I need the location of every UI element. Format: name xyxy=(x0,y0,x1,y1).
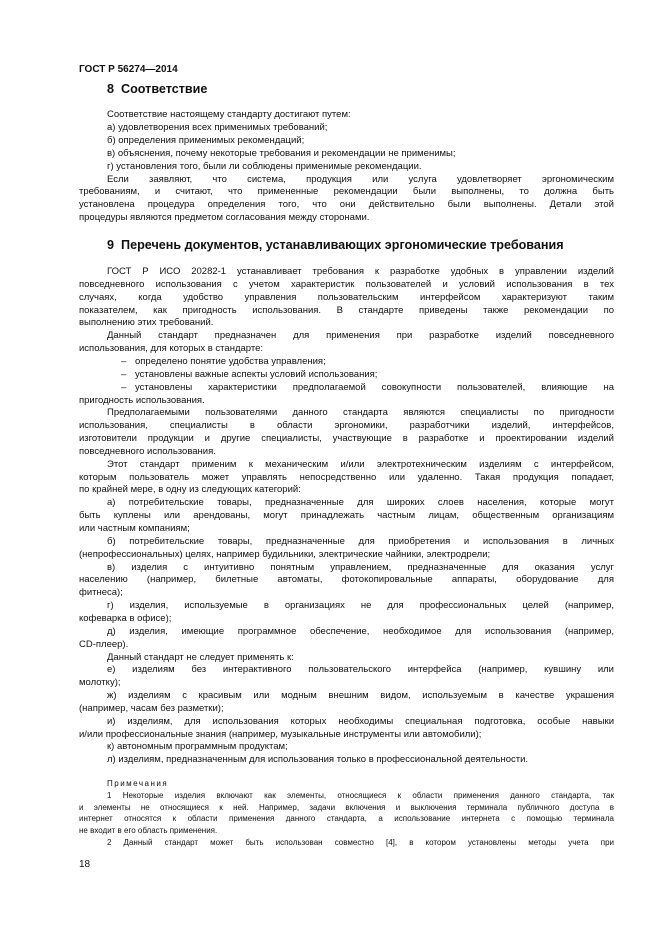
text-line: процедуры являются предметом согласования между сторонами. xyxy=(79,212,370,224)
text-line: требованиям, и считают, что примененные рекомендации были выполнены, то должна быть xyxy=(79,186,614,198)
text-line: определено понятие удобства управления; xyxy=(135,355,326,367)
text-line: и) изделиям, для использования которых необходимы специальная подготовка, особые навыки xyxy=(107,715,614,727)
text-line: повседневного использования. xyxy=(79,445,216,457)
text-line: населению (например, билетные автоматы, фотокопировальные аппараты, оборудование для xyxy=(79,574,614,586)
page-number: 18 xyxy=(79,859,91,870)
text-line: кофеварка в офисе); xyxy=(79,612,172,624)
text-line: и/или профессиональные знания (например, музыкальные инструменты или автомобили); xyxy=(79,728,482,740)
text-line: д) изделия, имеющие программное обеспечение, необходимое для использования (например, xyxy=(107,625,614,637)
text-line: ГОСТ Р ИСО 20282-1 устанавливает требования к разработке удобных в управлении изделий xyxy=(107,266,614,277)
text-line: использования, для которых в стандарте: xyxy=(79,343,264,355)
text-line: молотку); xyxy=(79,677,121,689)
text-line: б) потребительские товары, предназначенные для приобретения и использования в личных xyxy=(107,535,614,547)
section-9-number: 9 xyxy=(107,238,115,252)
text-line: использования, специалисты в области эргономики, разработчики изделий, интерфейсов, xyxy=(79,420,614,432)
note-line: и элементы не относящиеся к ней. Например, задачи включения и выключения терминала публичного доступа в xyxy=(79,802,614,812)
text-line: случаях, когда удобство управления пользовательским интерфейсом характеризуют таким xyxy=(79,291,614,303)
dash-bullet: – xyxy=(121,368,127,380)
text-line: показателем, как пригодность использования. В стандарте приведены также рекомендации по xyxy=(79,304,614,316)
text-line: повседневного использования с учетом характеристик пользователей и условий использования в тех xyxy=(79,278,614,290)
note-line: 2 Данный стандарт может быть использован совместно [4], в котором установлены методы учета при xyxy=(107,837,614,847)
text-line: а) удовлетворения всех применимых требований; xyxy=(107,121,328,133)
text-line: CD-плеер). xyxy=(79,638,129,650)
section-9-heading xyxy=(107,238,564,252)
text-line: Данный стандарт не следует применять к: xyxy=(107,651,294,663)
text-line: Этот стандарт применим к механическим и/или электротехническим изделиям с интерфейсом, xyxy=(107,458,614,470)
note-line: 1 Некоторые изделия включают как элементы, относящиеся к области применения данного стандарта, так xyxy=(107,791,614,800)
text-line: (например, часам без разметки); xyxy=(79,702,224,714)
section-8-title: Соответствие xyxy=(121,82,208,96)
note-line: интернет относятся к области применения данного стандарта, а использование интернета с помощью терминала xyxy=(79,814,614,824)
text-line: по крайней мере, в одну из следующих категорий: xyxy=(79,484,301,496)
text-line: быть куплены или арендованы, могут принадлежать частным лицам, общественным организациям xyxy=(79,510,614,522)
text-line: г) установления того, были ли соблюдены применимые рекомендации. xyxy=(107,160,422,172)
text-line: Данный стандарт предназначен для применения при разработке изделий повседневного xyxy=(107,330,614,342)
dash-bullet: – xyxy=(121,355,127,367)
text-line: выполнению этих требований. xyxy=(79,317,214,329)
text-line: в) объяснения, почему некоторые требования и рекомендации не применимы; xyxy=(107,147,456,159)
text-line: которым пользователь может управлять непосредственно или удаленно. Такая продукция попадает, xyxy=(79,471,614,483)
text-line: к) автономным программным продуктам; xyxy=(107,741,288,753)
text-line: е) изделиям без интерактивного пользовательского интерфейса (например, кувшину или xyxy=(107,664,614,676)
text-line: б) определения применимых рекомендаций; xyxy=(107,134,305,146)
text-line: Если заявляют, что система, продукция или услуга удовлетворяет эргономическим xyxy=(107,173,614,185)
document-header: ГОСТ Р 56274—2014 xyxy=(79,64,178,75)
dash-bullet: – xyxy=(121,381,127,393)
text-line: Соответствие настоящему стандарту достигают путем: xyxy=(107,109,351,120)
text-line: л) изделиям, предназначенным для использования только в профессиональной деятельности. xyxy=(107,754,529,766)
text-line: установлены важные аспекты условий использования; xyxy=(135,368,378,380)
text-line: ж) изделиям с красивым или модным внешним видом, используемым в качестве украшения xyxy=(107,690,614,702)
text-line: г) изделия, используемые в организациях не для профессиональных целей (например, xyxy=(107,600,614,612)
note-line: не входит в его область применения. xyxy=(79,826,218,836)
section-8-heading xyxy=(107,82,207,96)
text-line: пригодность использования. xyxy=(79,394,205,406)
text-line: или частным компаниям; xyxy=(79,523,190,534)
text-line: фитнеса); xyxy=(79,587,123,599)
section-8-number: 8 xyxy=(107,82,115,96)
section-9-title: Перечень документов, устанавливающих эргономические требования xyxy=(121,238,564,252)
text-line: изготовители продукции и другие специалисты, участвующие в разработке и проектировании изделий xyxy=(79,433,614,445)
text-line: а) потребительские товары, предназначенные для широких слоев населения, которые могут xyxy=(107,497,614,509)
text-line: в) изделия с интуитивно понятным управлением, предназначенные для оказания услуг xyxy=(107,561,614,573)
text-line: установлены характеристики предполагаемой совокупности пользователей, влияющие на xyxy=(135,381,614,393)
text-line: (непрофессиональных) целях, например будильники, электрические чайники, электродрели; xyxy=(79,548,491,560)
text-line: установлена процедура определения того, что они действительно были выполнены. Детали этой xyxy=(79,199,614,211)
notes-heading: Примечания xyxy=(107,779,169,788)
text-line: Предполагаемыми пользователями данного стандарта являются специалисты по пригодности xyxy=(107,407,614,419)
